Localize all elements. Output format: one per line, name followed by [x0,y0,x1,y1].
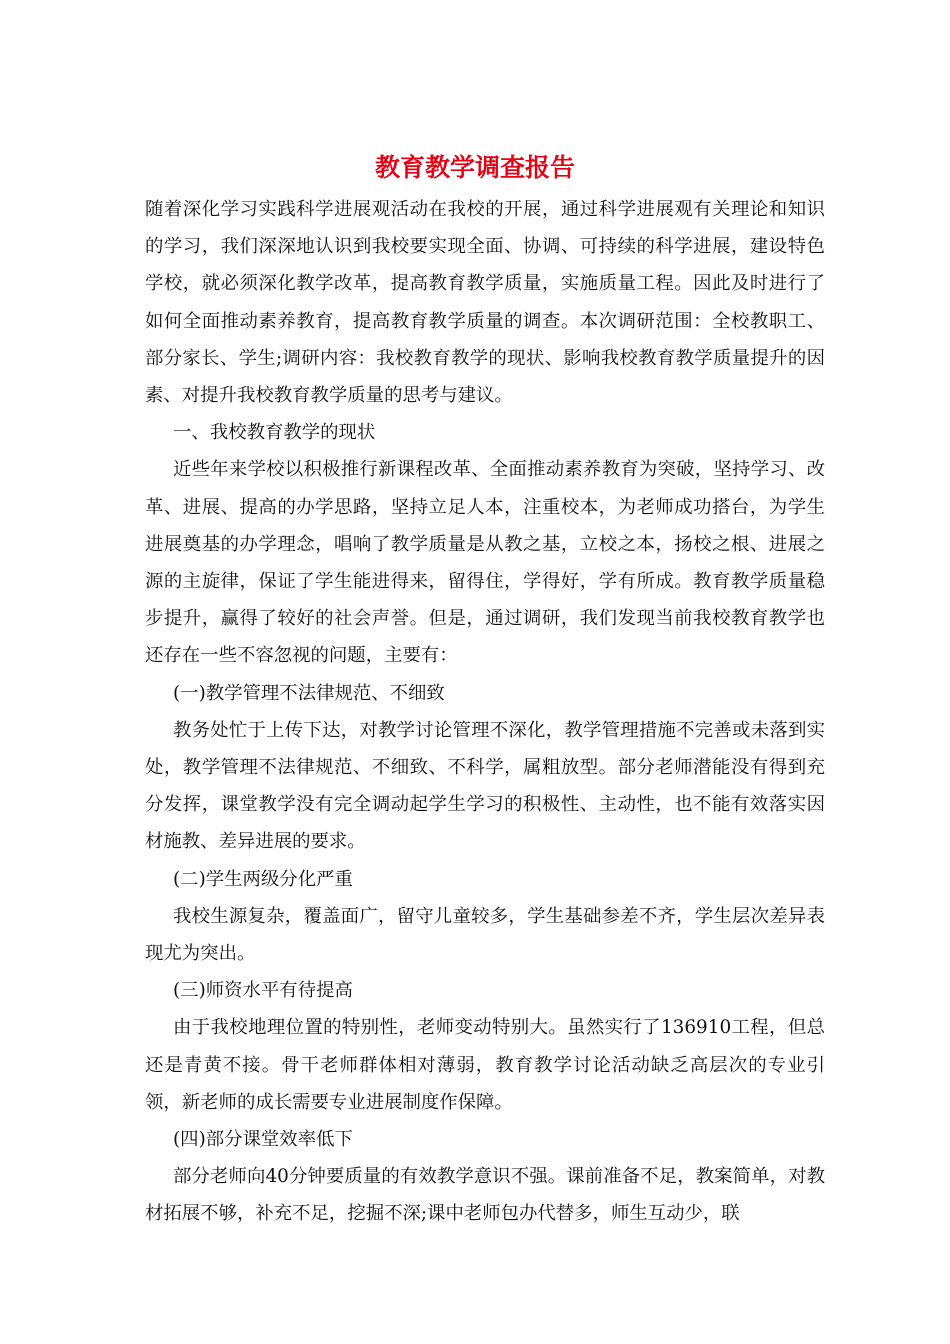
subheading-teachers: (三)师资水平有待提高 [173,980,353,1002]
subheading-students: (二)学生两级分化严重 [173,868,353,890]
paragraph-status: 近些年来学校以积极推行新课程改革、全面推动素养教育为突破，坚持学习、改革、进展、提高的办学思路，坚持立足人本，注重校本，为老师成功搭台，为学生进展奠基的办学理念，唱响了教学质量是从教之基，立校之本，扬校之根、进展之源的主旋律，保证了学生能进得来，留得住，学得好，学有所成。教育教学质量稳步提升，赢得了较好的社会声誉。但是，通过调研，我们发现当前我校教育教学也还存在一些不容忽视的问题，主要有： [145,459,825,667]
paragraph-teachers: 由于我校地理位置的特别性，老师变动特别大。虽然实行了136910工程，但总还是青黄不接。骨干老师群体相对薄弱，教育教学讨论活动缺乏高层次的专业引领，新老师的成长需要专业进展制度作保障。 [145,1017,825,1113]
paragraph-students: 我校生源复杂，覆盖面广，留守儿童较多，学生基础参差不齐，学生层次差异表现尤为突出。 [145,905,825,965]
paragraph-management: 教务处忙于上传下达，对教学讨论管理不深化，教学管理措施不完善或未落到实处，教学管理不法律规范、不细致、不科学，属粗放型。部分老师潜能没有得到充分发挥，课堂教学没有完全调动起学生学习的积极性、主动性，也不能有效落实因材施教、差异进展的要求。 [145,719,825,853]
document-body [145,191,825,1233]
subheading-management: (一)教学管理不法律规范、不细致 [173,682,445,704]
paragraph-intro: 随着深化学习实践科学进展观活动在我校的开展，通过科学进展观有关理论和知识的学习，我们深深地认识到我校要实现全面、协调、可持续的科学进展，建设特色学校，就必须深化教学改革，提高教育教学质量，实施质量工程。因此及时进行了如何全面推动素养教育，提高教育教学质量的调查。本次调研范围：全校教职工、部分家长、学生;调研内容：我校教育教学的现状、影响我校教育教学质量提升的因素、对提升我校教育教学质量的思考与建议。 [145,199,825,407]
section-heading-status: 一、我校教育教学的现状 [173,422,376,444]
document-title: 教育教学调查报告 [374,153,575,182]
subheading-classroom: (四)部分课堂效率低下 [173,1129,353,1151]
paragraph-classroom: 部分老师向40分钟要质量的有效教学意识不强。课前准备不足，教案简单，对教材拓展不够，补充不足，挖掘不深;课中老师包办代替多，师生互动少，联 [145,1166,825,1225]
